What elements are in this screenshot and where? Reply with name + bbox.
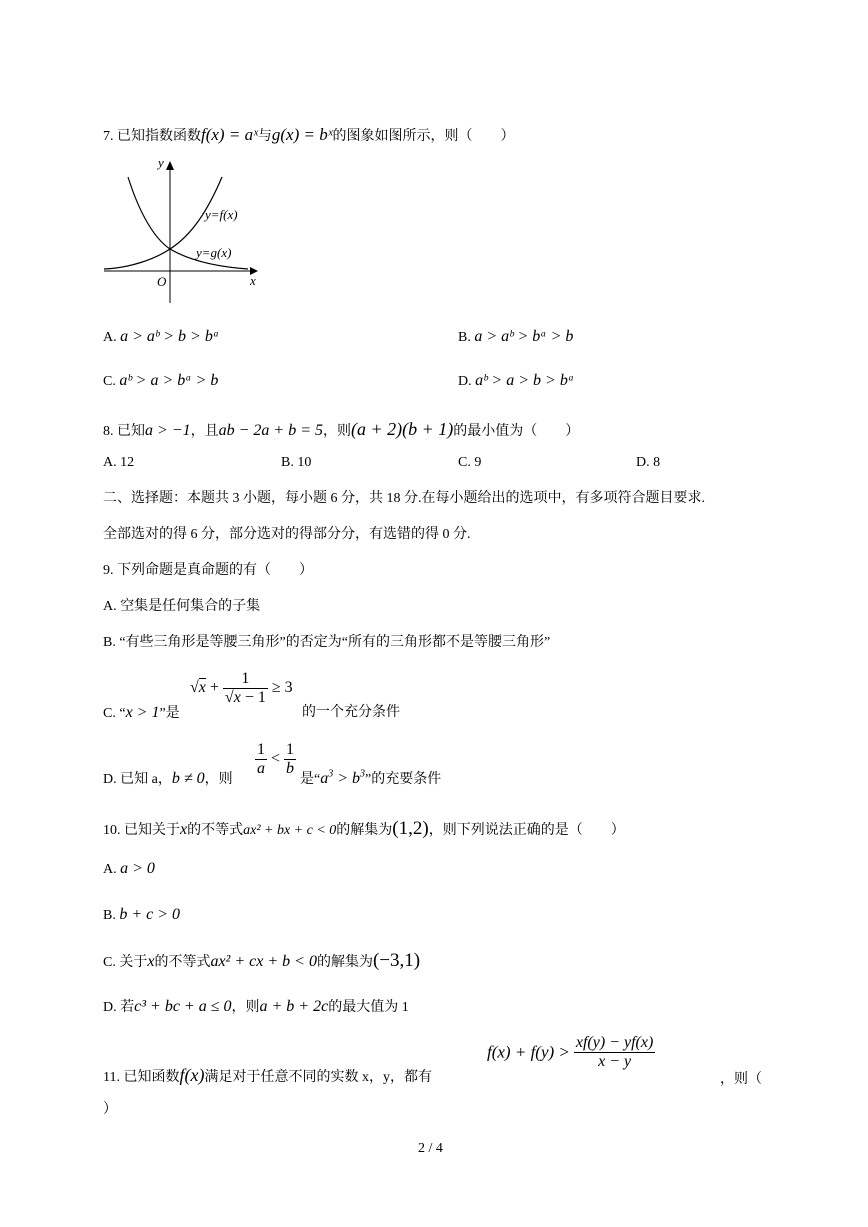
- graph-g-label: y=g(x): [196, 245, 232, 260]
- graph-y-label: y: [158, 155, 164, 170]
- q9-option-d-formula: $\frac{1}{a}$ < $\frac{1}{b}$: [257, 741, 295, 777]
- q7-option-d: D. aᵇ > a > b > bᵃ: [458, 372, 575, 389]
- q10-option-a: A. a > 0: [103, 860, 155, 877]
- q7-option-c: C. aᵇ > a > bᵃ > b: [103, 372, 219, 389]
- q9-option-b: B. “有些三角形是等腰三角形”的否定为“所有的三角形都不是等腰三角形”: [103, 635, 551, 650]
- graph-x-label: x: [250, 273, 256, 288]
- q10-stem: 10. 已知关于x的不等式ax² + bx + c < 0的解集为(1,2)，则下列说法正确的是（ ）: [103, 818, 625, 839]
- q8-option-b: B. 10: [281, 455, 312, 470]
- q7-option-a: A. a > aᵇ > b > bᵃ: [103, 328, 220, 345]
- section2-line2: 全部选对的得 6 分，部分选对的得部分分，有选错的得 0 分.: [103, 527, 471, 542]
- q8-option-a: A. 12: [103, 455, 135, 470]
- q11-stem-line2: ）: [103, 1102, 117, 1117]
- q9-option-c: C. “x > 1”是: [103, 704, 180, 721]
- y-axis-arrow: [166, 161, 174, 170]
- graph-f-label: y=f(x): [205, 207, 238, 222]
- page-number: 2 / 4: [418, 1141, 443, 1156]
- q9-option-d-tail: 是“$a^3 > b^3$”的充要条件: [300, 768, 442, 787]
- q7-option-b: B. a > aᵇ > bᵃ > b: [458, 328, 574, 345]
- exponential-graph: [100, 155, 265, 305]
- q9-option-c-suffix: 的一个充分条件: [302, 705, 400, 720]
- q9-option-a: A. 空集是任何集合的子集: [103, 599, 261, 614]
- q7-f-def: f(x) = aˣ: [201, 125, 258, 144]
- q10-option-d: D. 若c³ + bc + a ≤ 0，则a + b + 2c的最大值为 1: [103, 998, 409, 1015]
- q8-stem: 8. 已知a > −1，且ab − 2a + b = 5，则(a + 2)(b + 1)的最小值为（ ）: [103, 419, 580, 439]
- q9-option-c-formula: √x + $\frac{1}{√x - 1}$ ≥ 3: [190, 670, 293, 706]
- q10-option-b: B. b + c > 0: [103, 906, 181, 923]
- q9-stem: 9. 下列命题是真命题的有（ ）: [103, 563, 313, 578]
- q7-stem: 7. 已知指数函数f(x) = aˣ与g(x) = bˣ的图象如图所示，则（ ）: [103, 125, 515, 144]
- q10-option-c: C. 关于x的不等式ax² + cx + b < 0的解集为(−3,1): [103, 950, 421, 971]
- q7-g-def: g(x) = bˣ: [271, 125, 333, 144]
- q9-option-d: D. 已知 a，b ≠ 0，则: [103, 770, 233, 787]
- q8-option-c: C. 9: [458, 455, 482, 470]
- q8-option-d: D. 8: [636, 455, 661, 470]
- section2-line1: 二、选择题：本题共 3 小题，每小题 6 分，共 18 分.在每小题给出的选项中，有多项符合题目要求.: [103, 491, 705, 506]
- graph-origin-label: O: [157, 274, 167, 289]
- q11-stem-suffix: ，则（: [720, 1072, 762, 1087]
- q11-formula: f(x) + f(y) > $\frac{xf(y) - yf(x)}{x - y}$: [487, 1034, 654, 1070]
- q11-stem: 11. 已知函数f(x)满足对于任意不同的实数 x，y，都有: [103, 1065, 432, 1085]
